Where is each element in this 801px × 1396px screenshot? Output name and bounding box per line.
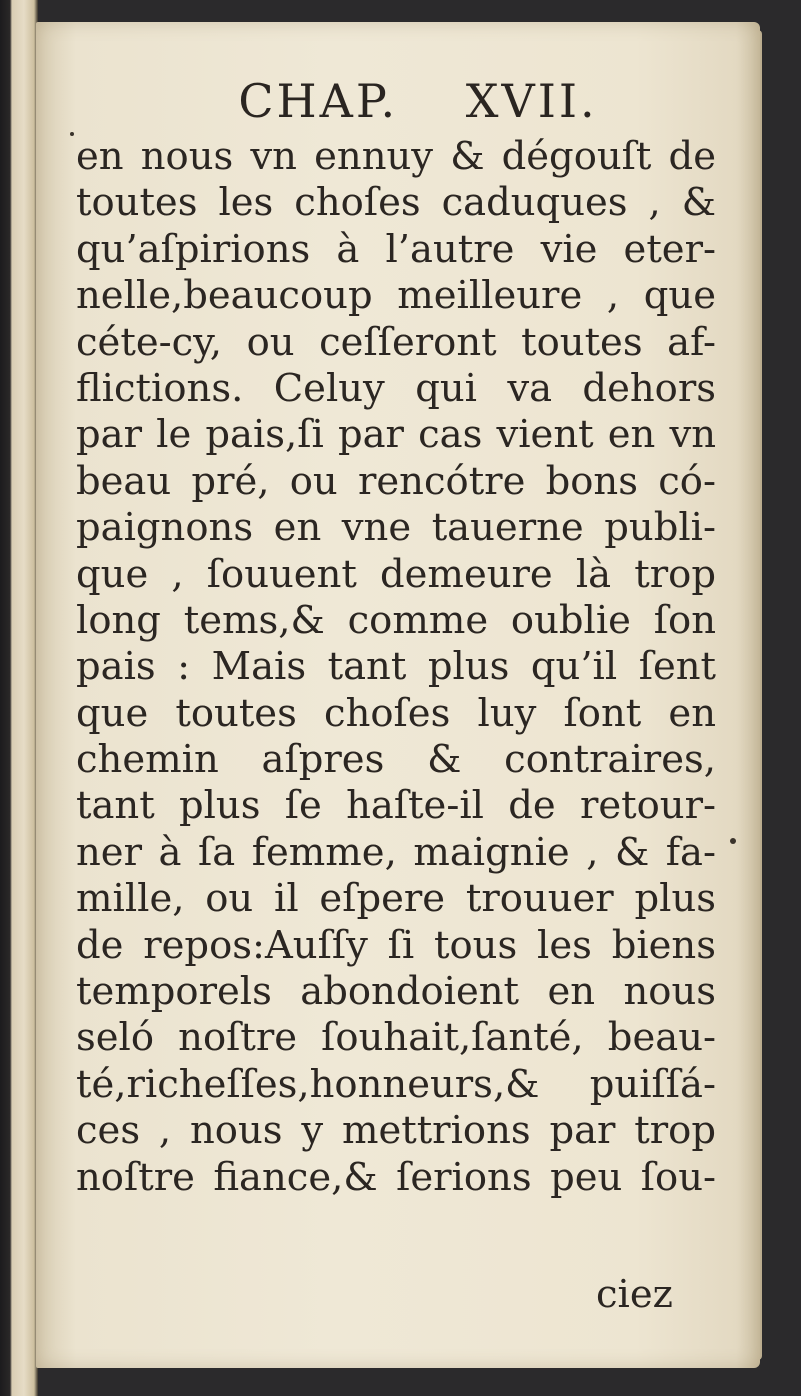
chapter-number: XVII. <box>465 74 598 128</box>
text-line: pais : Mais tant plus qu’il ſent <box>76 644 716 690</box>
running-header <box>36 74 760 128</box>
text-line: que toutes choſes luy ſont en <box>76 690 716 736</box>
text-line: beau pré, ou rencótre bons có- <box>76 458 716 504</box>
book-page <box>36 22 760 1368</box>
text-line: seló noſtre ſouhait,ſanté, beau- <box>76 1015 716 1061</box>
text-line: de repos:Auſſy ſi tous les biens <box>76 922 716 968</box>
text-line: ces , nous y mettrions par trop <box>76 1108 716 1154</box>
text-line: flictions. Celuy qui va dehors <box>76 365 716 411</box>
text-line: en nous vn ennuy & dégouſt de <box>76 134 716 179</box>
text-line: que , ſouuent demeure là trop <box>76 551 716 597</box>
text-line: céte-cy, ou ceſſeront toutes af- <box>76 319 716 365</box>
text-line: qu’aſpirions à l’autre vie eter- <box>76 226 716 272</box>
text-line: nelle,beaucoup meilleure , que <box>76 273 716 319</box>
text-line: paignons en vne tauerne publi- <box>76 505 716 551</box>
text-line: par le pais,ſi par cas vient en vn <box>76 412 716 458</box>
text-line: temporels abondoient en nous <box>76 969 716 1015</box>
ink-speck <box>730 838 736 844</box>
text-line: ner à ſa femme, maignie , & fa- <box>76 829 716 875</box>
book-binding-edge <box>0 0 38 1396</box>
text-line: tant plus ſe haſte-il de retour- <box>76 783 716 829</box>
text-line: toutes les choſes caduques , & <box>76 180 716 226</box>
text-line: long tems,& comme oublie ſon <box>76 597 716 643</box>
text-line: té,richeſſes,honneurs,& puiſſá- <box>76 1061 716 1107</box>
body-text <box>76 134 716 1201</box>
catchword: ciez <box>596 1272 673 1317</box>
chapter-label: CHAP. <box>238 74 399 128</box>
text-line: noſtre fiance,& ſerions peu ſou- <box>76 1154 716 1200</box>
text-line: mille, ou il eſpere trouuer plus <box>76 876 716 922</box>
ink-speck <box>70 132 74 136</box>
text-line: chemin aſpres & contraires, <box>76 737 716 783</box>
